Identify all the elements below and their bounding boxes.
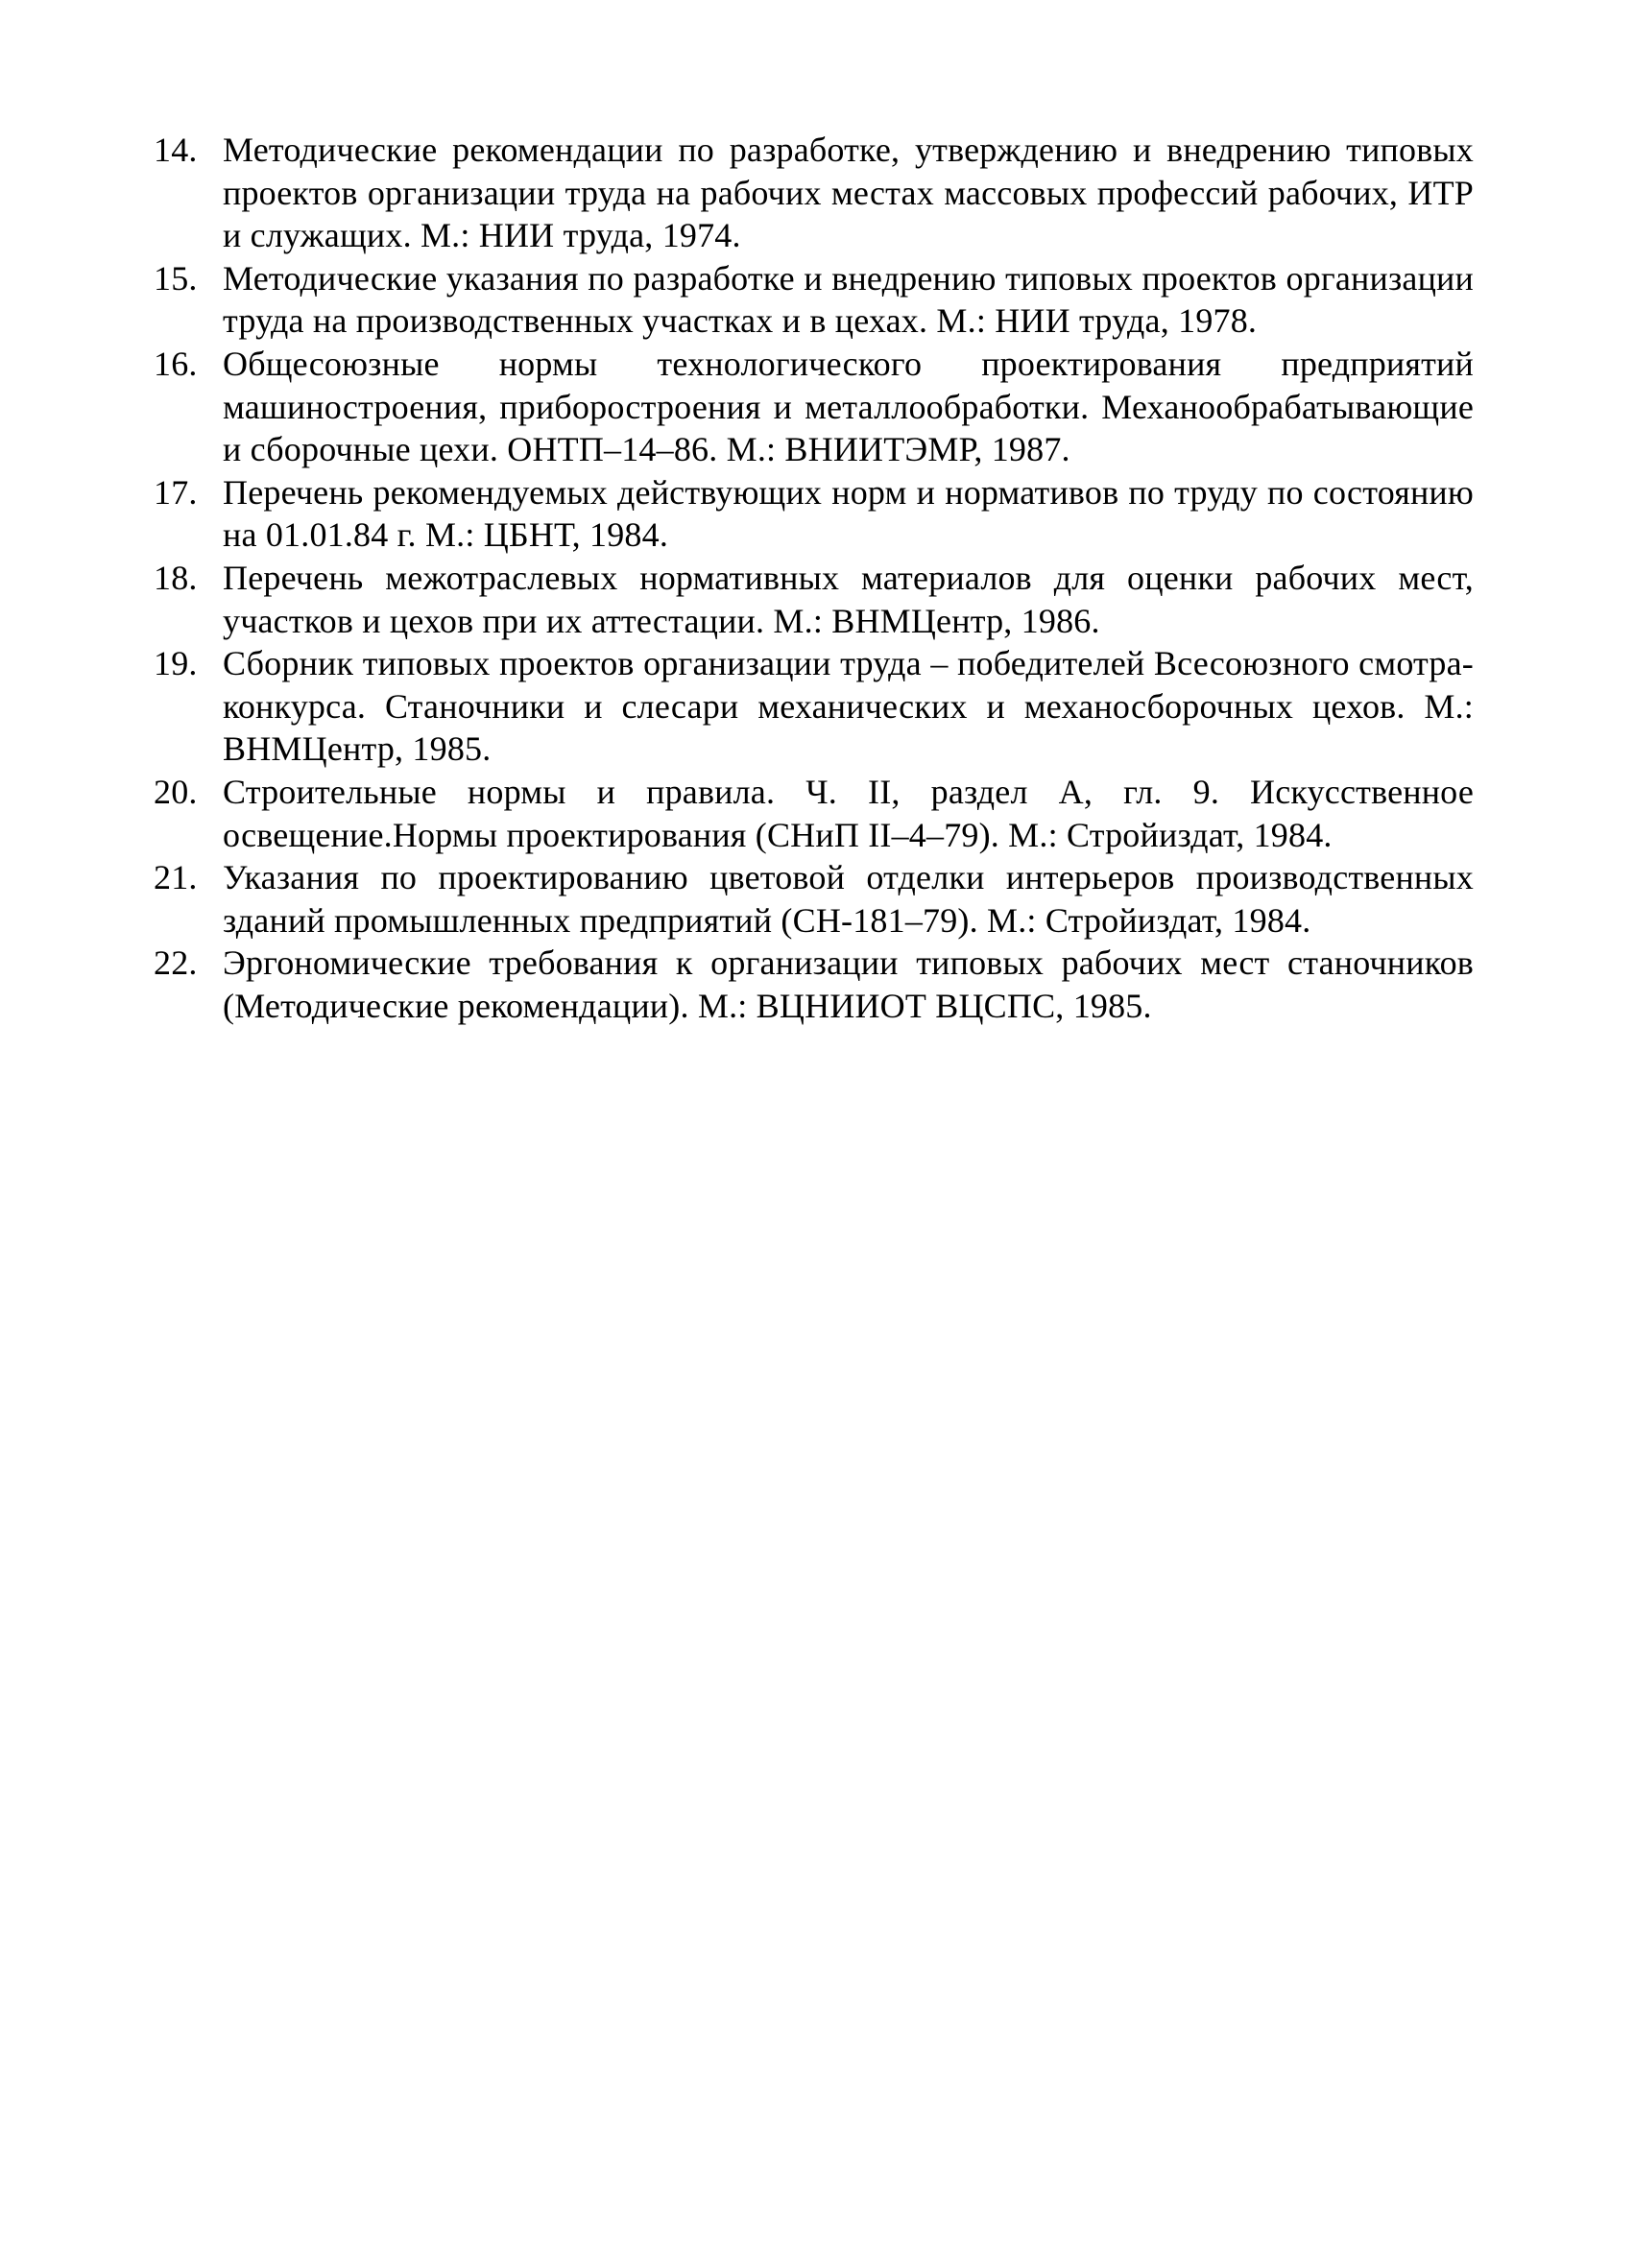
reference-item — [154, 129, 1474, 257]
reference-item — [154, 471, 1474, 557]
reference-number: 15. — [154, 258, 198, 298]
reference-text: Сборник типовых проектов организации труда – победителей Всесоюзного смотра-конкурса. Станочники и слесари механических и механосборочных цехов. М.: ВНМЦентр, 1985. — [223, 644, 1474, 769]
reference-item — [154, 771, 1474, 856]
reference-number: 19. — [154, 644, 198, 683]
reference-item — [154, 856, 1474, 942]
reference-item — [154, 343, 1474, 471]
reference-text: Эргономические требования к организации типовых рабочих мест станочников (Методические рекомендации). М.: ВЦНИИОТ ВЦСПС, 1985. — [223, 943, 1474, 1025]
reference-text: Методические указания по разработке и внедрению типовых проектов организации труда на производственных участках и в цехах. М.: НИИ труда, 1978. — [223, 258, 1474, 341]
reference-number: 22. — [154, 943, 198, 983]
reference-text: Общесоюзные нормы технологического проектирования предприятий машиностроения, приборостроения и металлообработки. Механообрабатывающие и сборочные цехи. ОНТП–14–86. М.: ВНИИТЭМР, 1987. — [223, 344, 1474, 469]
reference-text: Перечень межотраслевых нормативных материалов для оценки рабочих мест, участков и цехов при их аттестации. М.: ВНМЦентр, 1986. — [223, 558, 1474, 640]
reference-text: Методические рекомендации по разработке, утверждению и внедрению типовых проектов организации труда на рабочих местах массовых профессий рабочих, ИТР и служащих. М.: НИИ труда, 1974. — [223, 131, 1474, 255]
reference-item — [154, 942, 1474, 1027]
reference-number: 20. — [154, 772, 198, 811]
reference-number: 14. — [154, 131, 198, 169]
reference-number: 21. — [154, 858, 198, 897]
reference-item — [154, 557, 1474, 642]
reference-number: 18. — [154, 558, 198, 597]
reference-item — [154, 642, 1474, 771]
reference-list — [154, 129, 1474, 1027]
reference-text: Перечень рекомендуемых действующих норм и нормативов по труду по состоянию на 01.01.84 г. М.: ЦБНТ, 1984. — [223, 472, 1474, 555]
reference-number: 16. — [154, 344, 198, 383]
reference-text: Строительные нормы и правила. Ч. II, раздел А, гл. 9. Искусственное освещение.Нормы проектирования (СНиП II–4–79). М.: Стройиздат, 1984. — [223, 772, 1474, 854]
reference-text: Указания по проектированию цветовой отделки интерьеров производственных зданий промышленных предприятий (СН-181–79). М.: Стройиздат, 1984. — [223, 858, 1474, 940]
reference-number: 17. — [154, 472, 198, 512]
reference-item — [154, 257, 1474, 343]
